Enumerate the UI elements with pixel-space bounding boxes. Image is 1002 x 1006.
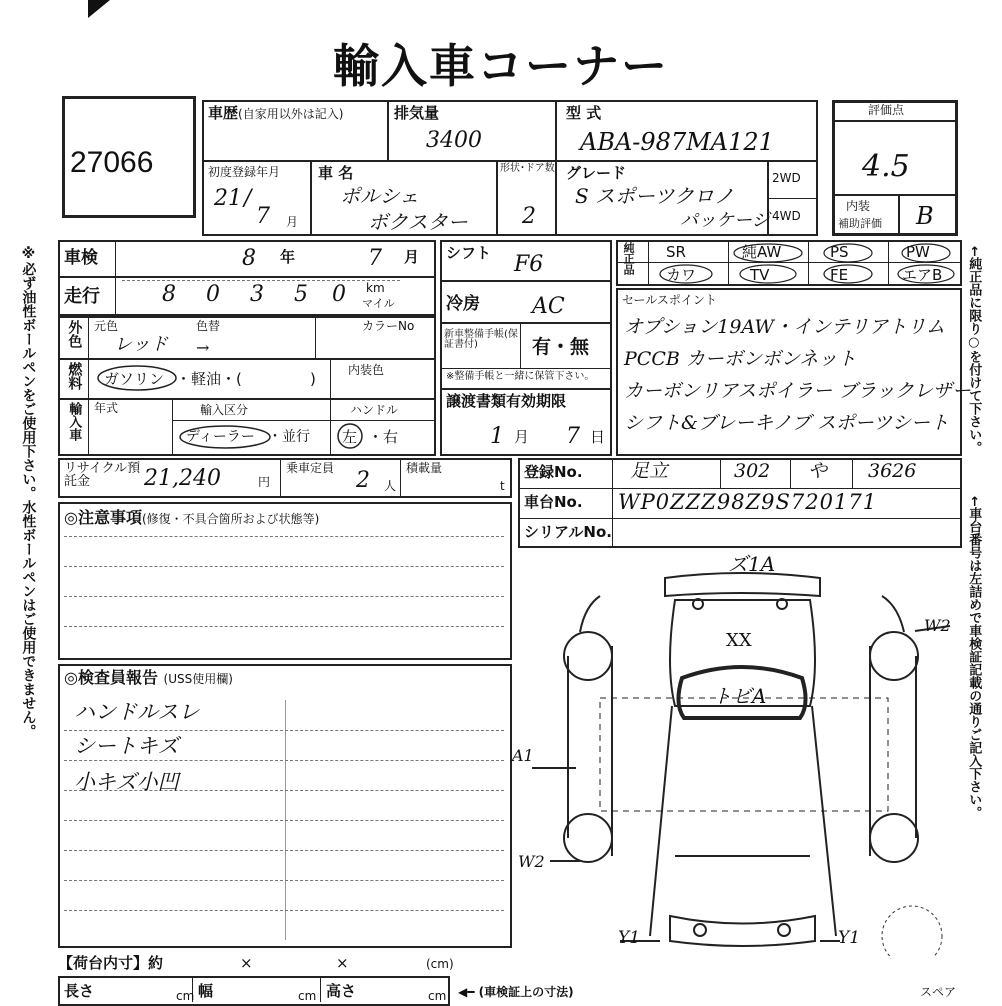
manual-note: ※整備手帳と一緒に保管下さい。 <box>446 371 595 382</box>
page-title: 輸入車コーナー <box>333 39 669 93</box>
capacity-label: 乗車定員 <box>286 461 335 475</box>
inspection-month: 7 <box>368 246 382 271</box>
grade-2: パッケージ <box>680 210 770 231</box>
fuel-label: 燃料 <box>66 362 83 390</box>
reg-area: 足立 <box>630 460 669 482</box>
reg-class: 302 <box>734 460 771 482</box>
option-fe: FE <box>830 266 849 284</box>
color-value: レッド <box>114 334 168 355</box>
sales-points-label: セールスポイント <box>622 293 717 307</box>
damage-right-front: W2 <box>924 616 951 635</box>
chassis-no-label: 車台No. <box>524 493 583 511</box>
damage-rear-right: Y1 <box>838 928 861 948</box>
import-car-label: 輸入車 <box>66 402 82 441</box>
chassis-value: WP0ZZZ98Z9S720171 <box>618 490 878 514</box>
drive-2wd: 2WD <box>772 171 801 185</box>
notes-header: ◎注意事項(修復・不具合箇所および状態等) <box>64 508 320 527</box>
right-margin-bottom-note: ←車台番号は左詰めで車検証記載の通りご記入下さい。 <box>966 496 982 819</box>
first-reg-label: 初度登録年月 <box>208 165 281 179</box>
body-doors-label: 形状･ドア数 <box>500 163 555 174</box>
interior-aux-label: 補助評価 <box>838 217 882 230</box>
doors-value: 2 <box>522 204 536 229</box>
drive-4wd: 4WD <box>772 209 801 223</box>
expiry-month: 7 <box>566 424 580 449</box>
load-label: 積載量 <box>406 461 443 475</box>
inspection-label: 車検 <box>64 248 98 268</box>
option-tv: TV <box>750 266 770 284</box>
lot-number: 27066 <box>70 146 154 179</box>
rating-value: 4.5 <box>862 149 910 184</box>
recycle-label: リサイクル預託金 <box>64 461 141 489</box>
aircon-value: AC <box>532 294 565 319</box>
damage-left-rear: W2 <box>518 852 545 871</box>
sales-line-2: PCCB カーボンボンネット <box>624 348 857 370</box>
transfer-expiry-label: 譲渡書類有効期限 <box>446 392 567 410</box>
reg-kana: や <box>808 460 828 482</box>
inspector-header: ◎検査員報告 (USS使用欄) <box>64 668 233 687</box>
model-year-label: 年式 <box>94 401 119 415</box>
width-label: 幅 <box>198 982 214 1000</box>
inspection-year: 8 <box>242 246 256 271</box>
sales-line-4: シフト&ブレーキノブ スポーツシート <box>624 412 950 434</box>
length-label: 長さ <box>64 982 95 1000</box>
color-no-label: カラーNo <box>362 319 415 333</box>
mileage-label: 走行 <box>64 286 100 307</box>
damage-left-side: A1 <box>512 746 534 765</box>
option-eab: エアB <box>902 266 943 284</box>
mileage-cells: 8 0 3 5 0 <box>122 280 400 314</box>
orig-color-label: 元色 <box>94 319 119 333</box>
aircon-label: 冷房 <box>446 294 480 314</box>
repaint-label: 色替 <box>196 319 221 333</box>
handle-value: 左 <box>342 428 358 446</box>
manual-value: 有・無 <box>532 336 590 358</box>
car-name-label: 車 名 <box>318 164 354 182</box>
mile-unit: マイル <box>362 297 395 310</box>
inspector-line-1: ハンドルスレ <box>74 700 200 724</box>
sales-line-1: オプション19AW・インテリアトリム <box>624 316 945 338</box>
km-unit: km <box>366 281 385 295</box>
displacement-value: 3400 <box>426 128 482 153</box>
displacement-label: 排気量 <box>394 104 440 122</box>
model-code-label: 型 式 <box>566 104 602 122</box>
fuel-value: ガソリン <box>104 370 165 388</box>
option-ps: PS <box>830 243 849 261</box>
damage-front: ズ1A <box>728 552 776 576</box>
option-sr: SR <box>666 243 686 261</box>
car-diagram <box>520 552 960 956</box>
reg-number: 3626 <box>868 460 917 482</box>
inspector-line-2: シートキズ <box>74 734 179 758</box>
grade-label: グレード <box>566 164 627 182</box>
grade-1: S スポーツクロノ <box>575 184 735 208</box>
interior-grade: B <box>916 202 934 230</box>
history-label: 車歴(自家用以外は記入) <box>208 104 344 122</box>
capacity-value: 2 <box>356 468 370 493</box>
reg-no-label: 登録No. <box>524 463 583 481</box>
car-name-1: ポルシェ <box>340 184 420 208</box>
first-reg-year: 21 <box>214 186 242 211</box>
model-code-value: ABA-987MA121 <box>580 128 774 156</box>
rating-label: 評価点 <box>868 103 905 117</box>
repaint-arrow: → <box>196 338 210 357</box>
first-reg-month: 7 <box>256 204 270 229</box>
shift-value: F6 <box>514 252 544 277</box>
option-pw: PW <box>906 243 930 261</box>
cargo-label: 【荷台内寸】約 <box>58 954 164 972</box>
option-kawa: カワ <box>666 266 697 284</box>
serial-no-label: シリアルNo. <box>524 523 612 541</box>
sales-line-3: カーボンリアスポイラー ブラックレザー <box>624 380 971 402</box>
inspector-line-3: 小キズ小凹 <box>74 770 179 794</box>
spare-label: スペア <box>920 985 957 999</box>
damage-hood: XX <box>726 630 752 651</box>
interior-label: 内装 <box>846 199 871 213</box>
interior-color-label: 内装色 <box>348 363 385 377</box>
car-name-2: ボクスター <box>368 210 468 234</box>
import-type-label: 輸入区分 <box>200 403 249 417</box>
recycle-value: 21,240 <box>144 466 221 491</box>
right-margin-top-note: ←純正品に限り○を付けて下さい。 <box>966 246 982 454</box>
expiry-day: 日 <box>590 428 606 446</box>
exterior-color-label: 外色 <box>66 320 83 348</box>
option-circles-icon <box>616 240 962 286</box>
manual-label: 新車整備手帳(保証書付) <box>444 329 518 350</box>
corner-mark-icon <box>88 0 112 20</box>
expiry-year: 1 <box>490 424 504 449</box>
damage-rear-left: Y1 <box>618 928 641 948</box>
handle-label: ハンドル <box>350 403 399 417</box>
height-label: 高さ <box>326 982 357 1000</box>
left-margin-note: ※必ず油性ボールペンをご使用下さい。水性ボールペンはご使用できません。 <box>20 246 37 738</box>
option-aw: 純AW <box>742 243 782 261</box>
fuel-options: ・軽油・( <box>176 370 242 388</box>
shift-label: シフト <box>446 244 492 262</box>
cert-note: ◀━ (車検証上の寸法) <box>458 985 574 999</box>
junsei-label: 純正品 <box>622 242 636 275</box>
import-type-value: ディーラー <box>186 429 255 445</box>
damage-windshield: トビA <box>712 684 767 708</box>
